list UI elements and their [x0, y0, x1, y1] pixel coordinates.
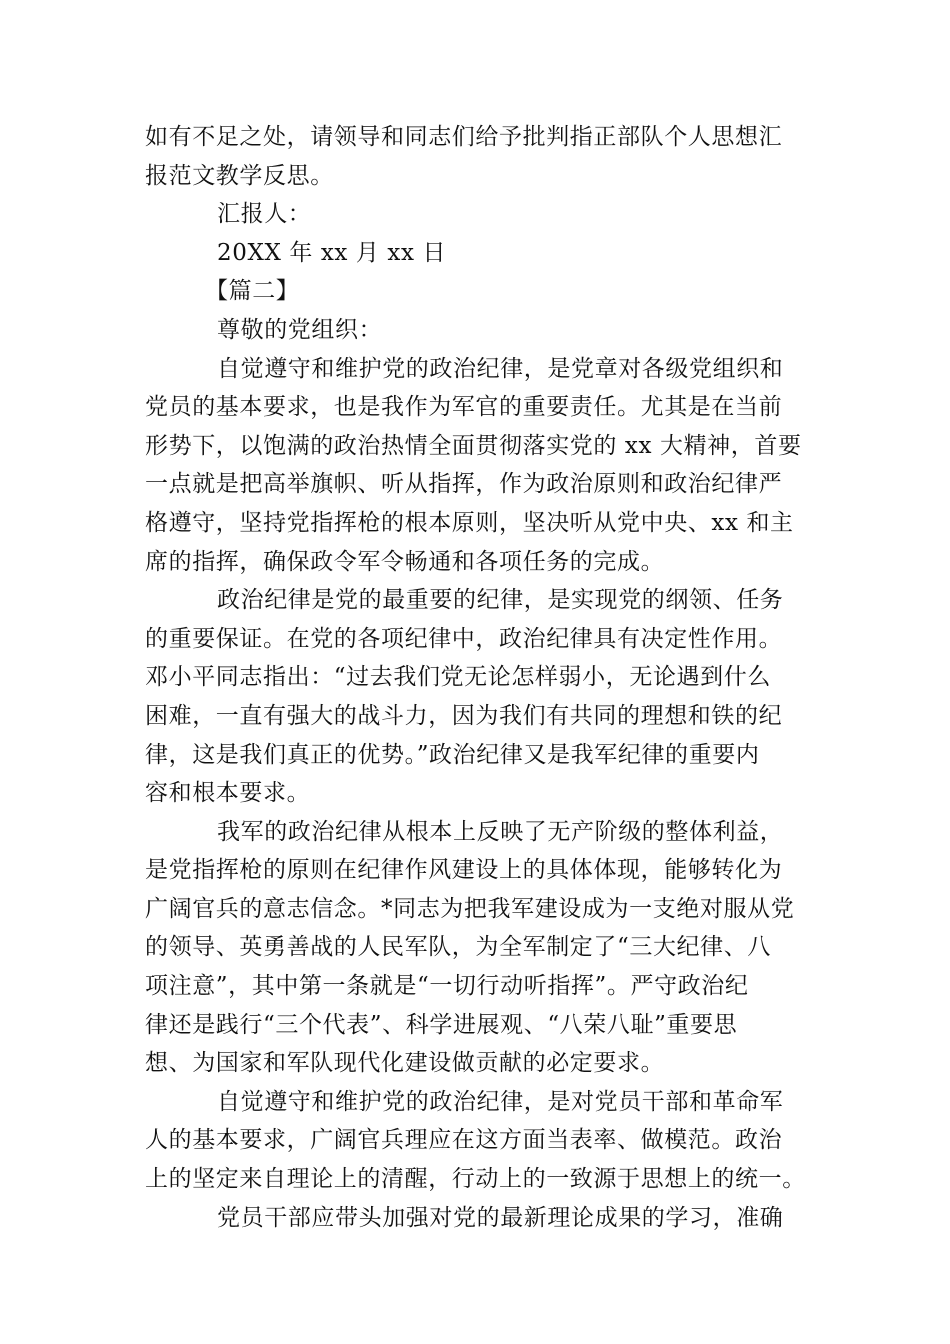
text-line: 20XX 年 xx 月 xx 日	[217, 239, 447, 266]
text-line: 邓小平同志指出：“过去我们党无论怎样弱小，无论遇到什么	[145, 664, 771, 691]
text-line: 汇报人：	[217, 201, 312, 228]
text-line: 【篇二】	[205, 278, 300, 305]
text-line: 困难，一直有强大的战斗力，因为我们有共同的理想和铁的纪	[145, 702, 783, 729]
text-line: 是党指挥枪的原则在纪律作风建设上的具体体现，能够转化为	[145, 857, 783, 884]
document-body	[145, 118, 806, 1237]
text-line: 党员的基本要求，也是我作为军官的重要责任。尤其是在当前	[145, 394, 783, 421]
text-line: 形势下，以饱满的政治热情全面贯彻落实党的 xx 大精神，首要	[145, 432, 802, 459]
text-line: 席的指挥，确保政令军令畅通和各项任务的完成。	[145, 548, 665, 575]
text-line: 自觉遵守和维护党的政治纪律，是党章对各级党组织和	[217, 355, 784, 382]
text-line: 容和根本要求。	[145, 780, 311, 807]
text-line: 上的坚定来自理论上的清醒，行动上的一致源于思想上的统一。	[145, 1166, 806, 1193]
text-line: 政治纪律是党的最重要的纪律，是实现党的纲领、任务	[217, 587, 784, 614]
text-line: 律，这是我们真正的优势。”政治纪律又是我军纪律的重要内	[145, 741, 760, 768]
text-line: 律还是践行“三个代表”、科学进展观、“八荣八耻”重要思	[145, 1011, 738, 1038]
text-line: 格遵守，坚持党指挥枪的根本原则，坚决听从党中央、xx 和主	[145, 509, 794, 536]
text-line: 一点就是把高举旗帜、听从指挥，作为政治原则和政治纪律严	[145, 471, 783, 498]
text-line: 项注意”，其中第一条就是“一切行动听指挥”。严守政治纪	[145, 973, 749, 1000]
text-line: 党员干部应带头加强对党的最新理论成果的学习，准确	[217, 1204, 784, 1231]
text-line: 我军的政治纪律从根本上反映了无产阶级的整体利益，	[217, 818, 784, 845]
text-line: 如有不足之处，请领导和同志们给予批判指正部队个人思想汇	[145, 124, 783, 150]
text-line: 的重要保证。在党的各项纪律中，政治纪律具有决定性作用。	[145, 625, 783, 652]
text-line: 人的基本要求，广阔官兵理应在这方面当表率、做模范。政治	[145, 1127, 783, 1154]
text-line: 想、为国家和军队现代化建设做贡献的必定要求。	[145, 1050, 665, 1077]
text-line: 自觉遵守和维护党的政治纪律，是对党员干部和革命军	[217, 1088, 784, 1115]
text-line: 广阔官兵的意志信念。*同志为把我军建设成为一支绝对服从党	[145, 895, 795, 922]
text-line: 的领导、英勇善战的人民军队，为全军制定了“三大纪律、八	[145, 934, 771, 961]
text-line: 报范文教学反思。	[145, 162, 334, 189]
text-line: 尊敬的党组织：	[217, 316, 383, 343]
